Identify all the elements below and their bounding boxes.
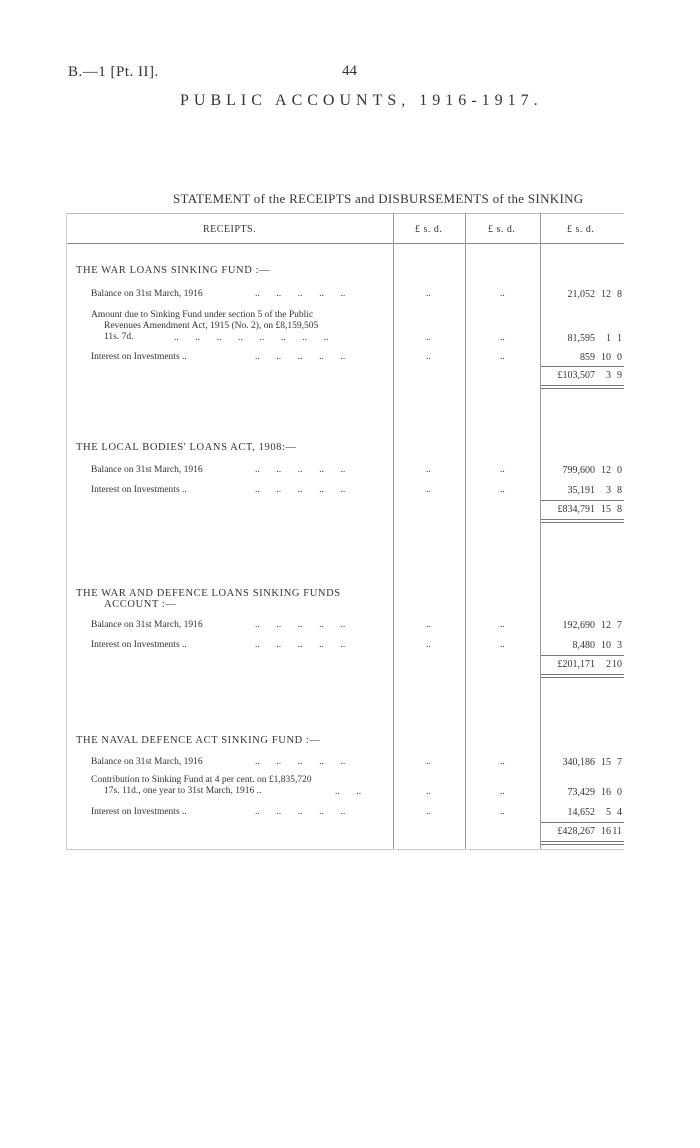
column-divider-2 xyxy=(465,213,466,849)
column-header-amount-1: £ s. d. xyxy=(415,224,443,235)
amount-pounds: 340,186 xyxy=(562,757,595,768)
total-pounds: £428,267 xyxy=(557,826,595,837)
item-label: Interest on Investments .. xyxy=(91,352,187,362)
column-header-receipts: RECEIPTS. xyxy=(203,224,257,235)
leader-dots: .. xyxy=(426,465,431,475)
leader-dots: .. xyxy=(426,620,431,630)
subtotal-rule xyxy=(541,366,624,367)
total-shillings: 15 xyxy=(601,504,611,515)
amount-shillings: 16 xyxy=(601,787,611,798)
column-header-amount-2: £ s. d. xyxy=(488,224,516,235)
leader-dots: .. xyxy=(500,757,505,767)
item-label: Interest on Investments .. xyxy=(91,807,187,817)
amount-shillings: 12 xyxy=(601,620,611,631)
item-label: Balance on 31st March, 1916 xyxy=(91,757,203,767)
total-pounds: £834,791 xyxy=(557,504,595,515)
leader-dots: .. xyxy=(500,333,505,343)
total-shillings: 3 xyxy=(606,370,611,381)
amount-pounds: 192,690 xyxy=(562,620,595,631)
item-label: Contribution to Sinking Fund at 4 per cent. on £1,835,720 xyxy=(91,775,312,785)
column-divider-1 xyxy=(393,213,394,849)
total-double-rule xyxy=(541,519,624,520)
subtotal-rule xyxy=(541,500,624,501)
amount-pence: 7 xyxy=(617,620,622,631)
item-label: Interest on Investments .. xyxy=(91,485,187,495)
leader-dots: .. xyxy=(426,485,431,495)
leader-dots: .. xyxy=(500,807,505,817)
amount-pounds: 35,191 xyxy=(567,485,595,496)
total-double-rule xyxy=(541,677,624,678)
total-double-rule xyxy=(541,385,624,386)
total-pence: 9 xyxy=(617,370,622,381)
page-number: 44 xyxy=(342,63,357,79)
amount-pounds: 73,429 xyxy=(567,787,595,798)
amount-pence: 0 xyxy=(617,352,622,363)
section-title: THE NAVAL DEFENCE ACT SINKING FUND :— xyxy=(76,735,321,746)
amount-pounds: 799,600 xyxy=(562,465,595,476)
amount-pounds: 81,595 xyxy=(567,333,595,344)
leader-dots: .. xyxy=(426,333,431,343)
total-shillings: 2 xyxy=(606,659,611,670)
leader-dots: .. xyxy=(500,620,505,630)
subtotal-rule xyxy=(541,655,624,656)
amount-pence: 0 xyxy=(617,787,622,798)
leader-dots: .. xyxy=(426,787,431,797)
leader-dots: .. .. .. .. .. xyxy=(255,620,346,630)
total-pence: 10 xyxy=(612,659,622,670)
amount-shillings: 1 xyxy=(606,333,611,344)
amount-pence: 3 xyxy=(617,640,622,651)
amount-pence: 0 xyxy=(617,465,622,476)
amount-shillings: 12 xyxy=(601,289,611,300)
leader-dots: .. xyxy=(426,289,431,299)
amount-pence: 8 xyxy=(617,485,622,496)
amount-pounds: 14,652 xyxy=(567,807,595,818)
page-title: PUBLIC ACCOUNTS, 1916-1917. xyxy=(180,92,543,109)
leader-dots: .. xyxy=(426,757,431,767)
item-label: 17s. 11d., one year to 31st March, 1916 .. xyxy=(104,786,262,796)
amount-pence: 4 xyxy=(617,807,622,818)
item-label: Balance on 31st March, 1916 xyxy=(91,620,203,630)
amount-shillings: 12 xyxy=(601,465,611,476)
leader-dots: .. .. .. .. .. .. .. .. xyxy=(174,333,329,343)
leader-dots: .. xyxy=(426,640,431,650)
amount-shillings: 5 xyxy=(606,807,611,818)
leader-dots: .. .. .. .. .. xyxy=(255,465,346,475)
section-title-continued: ACCOUNT :— xyxy=(104,599,177,610)
item-label: Interest on Investments .. xyxy=(91,640,187,650)
leader-dots: .. .. .. .. .. xyxy=(255,807,346,817)
statement-title: STATEMENT of the RECEIPTS and DISBURSEMENTS of the SINKING xyxy=(173,191,584,206)
leader-dots: .. xyxy=(500,352,505,362)
document-reference: B.—1 [Pt. II]. xyxy=(68,64,159,80)
leader-dots: .. xyxy=(426,807,431,817)
leader-dots: .. xyxy=(500,485,505,495)
section-title: THE LOCAL BODIES' LOANS ACT, 1908:— xyxy=(76,442,297,453)
column-divider-3 xyxy=(540,213,541,849)
section-title: THE WAR LOANS SINKING FUND :— xyxy=(76,265,271,276)
total-double-rule xyxy=(541,522,624,523)
column-header-amount-3: £ s. d. xyxy=(567,224,595,235)
item-label: Balance on 31st March, 1916 xyxy=(91,289,203,299)
left-border xyxy=(66,213,67,849)
leader-dots: .. .. .. .. .. xyxy=(255,757,346,767)
total-pounds: £201,171 xyxy=(557,659,595,670)
amount-pounds: 21,052 xyxy=(567,289,595,300)
leader-dots: .. .. xyxy=(335,787,362,797)
total-pence: 11 xyxy=(612,826,622,837)
item-label: 11s. 7d. xyxy=(104,332,134,342)
total-double-rule xyxy=(541,388,624,389)
amount-pence: 8 xyxy=(617,289,622,300)
leader-dots: .. .. .. .. .. xyxy=(255,352,346,362)
subtotal-rule xyxy=(541,822,624,823)
leader-dots: .. xyxy=(426,352,431,362)
item-label: Revenues Amendment Act, 1915 (No. 2), on £8,159,505 xyxy=(104,321,319,331)
leader-dots: .. xyxy=(500,640,505,650)
leader-dots: .. xyxy=(500,465,505,475)
leader-dots: .. .. .. .. .. xyxy=(255,485,346,495)
amount-pounds: 8,480 xyxy=(572,640,595,651)
total-pence: 8 xyxy=(617,504,622,515)
item-label: Amount due to Sinking Fund under section 5 of the Public xyxy=(91,310,314,320)
total-double-rule xyxy=(541,841,624,842)
amount-shillings: 15 xyxy=(601,757,611,768)
leader-dots: .. xyxy=(500,289,505,299)
table-bottom-rule xyxy=(66,849,624,850)
amount-shillings: 10 xyxy=(601,640,611,651)
amount-pence: 1 xyxy=(617,333,622,344)
amount-shillings: 10 xyxy=(601,352,611,363)
item-label: Balance on 31st March, 1916 xyxy=(91,465,203,475)
total-shillings: 16 xyxy=(601,826,611,837)
amount-pence: 7 xyxy=(617,757,622,768)
section-title: THE WAR AND DEFENCE LOANS SINKING FUNDS xyxy=(76,588,341,599)
leader-dots: .. .. .. .. .. xyxy=(255,640,346,650)
amount-shillings: 3 xyxy=(606,485,611,496)
leader-dots: .. .. .. .. .. xyxy=(255,289,346,299)
total-double-rule xyxy=(541,674,624,675)
total-double-rule xyxy=(541,844,624,845)
amount-pounds: 859 xyxy=(580,352,595,363)
leader-dots: .. xyxy=(500,787,505,797)
total-pounds: £103,507 xyxy=(557,370,595,381)
